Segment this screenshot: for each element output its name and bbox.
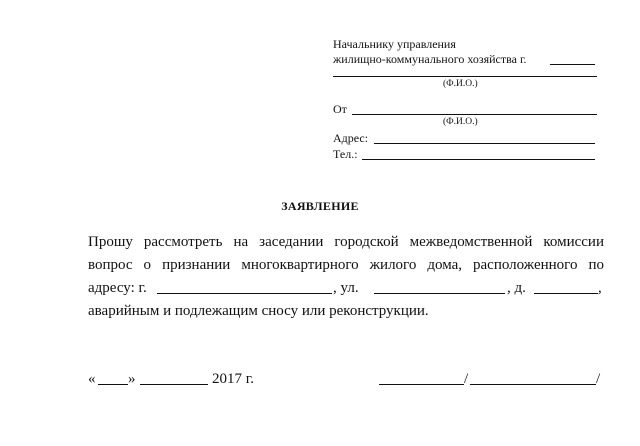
address-label: Адрес: xyxy=(333,131,369,145)
quote-open: « xyxy=(88,371,96,387)
fio-caption-1: (Ф.И.О.) xyxy=(443,79,478,89)
signature-separator: / xyxy=(464,371,469,387)
address-blank[interactable] xyxy=(374,143,595,144)
addr-prefix: адресу: г. xyxy=(88,280,147,296)
street-blank[interactable] xyxy=(374,293,505,294)
year-text: 2017 г. xyxy=(212,371,254,387)
quote-close: » xyxy=(128,371,136,387)
month-blank[interactable] xyxy=(140,384,208,385)
from-label: От xyxy=(333,102,347,116)
paragraph-line-1: Прошу рассмотреть на заседании городской межведомственной комиссии xyxy=(88,234,604,250)
applicant-name-blank[interactable] xyxy=(352,114,597,115)
day-blank[interactable] xyxy=(98,384,128,385)
fio-caption-2: (Ф.И.О.) xyxy=(443,117,478,127)
house-label: , д. xyxy=(507,280,526,296)
street-label: , ул. xyxy=(333,280,359,296)
city-address-blank[interactable] xyxy=(157,293,332,294)
signature-blank[interactable] xyxy=(379,384,464,385)
signature-name-blank[interactable] xyxy=(470,384,596,385)
chief-name-blank[interactable] xyxy=(333,76,597,77)
document-title: ЗАЯВЛЕНИЕ xyxy=(281,199,359,213)
city-blank[interactable] xyxy=(550,64,595,65)
house-blank[interactable] xyxy=(534,293,598,294)
addr-end-comma: , xyxy=(598,280,602,296)
addressee-line-1: Начальнику управления xyxy=(333,37,456,51)
paragraph-line-4: аварийным и подлежащим сносу или реконструкции. xyxy=(88,303,429,319)
phone-blank[interactable] xyxy=(362,159,595,160)
addressee-line-2: жилищно-коммунального хозяйства г. xyxy=(333,52,527,66)
phone-label: Тел.: xyxy=(333,147,358,161)
signature-separator-end: / xyxy=(596,371,601,387)
paragraph-line-2: вопрос о признании многоквартирного жилого дома, расположенного по xyxy=(88,257,604,273)
